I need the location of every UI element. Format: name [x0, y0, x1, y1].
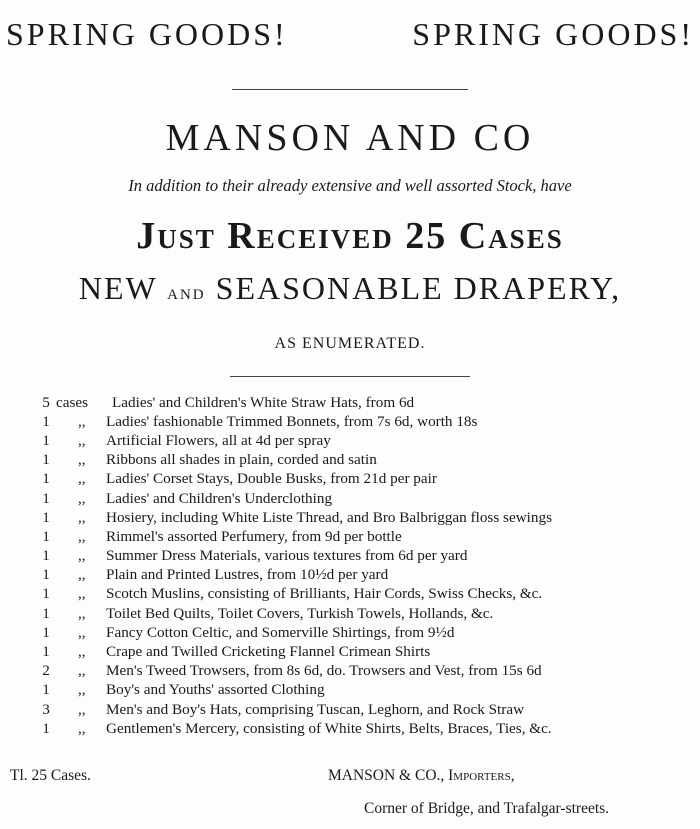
drapery-and: and — [167, 279, 206, 304]
list-item — [42, 662, 694, 681]
item-unit: ,, — [78, 547, 86, 565]
intro-text: In addition to their already extensive and well assorted Stock, have — [128, 176, 572, 195]
item-unit: ,, — [78, 489, 86, 507]
headline — [6, 16, 694, 53]
list-item — [42, 508, 694, 527]
list-item — [42, 393, 694, 412]
item-unit: ,, — [78, 585, 86, 603]
item-unit: ,, — [78, 643, 86, 661]
list-item — [42, 642, 694, 661]
item-quantity: 1 — [42, 547, 50, 565]
item-unit: ,, — [78, 681, 86, 699]
item-quantity: 2 — [42, 662, 50, 680]
item-quantity: 1 — [42, 719, 50, 737]
item-quantity: 3 — [42, 700, 50, 718]
item-quantity: 1 — [42, 470, 50, 488]
item-description: Scotch Muslins, consisting of Brilliants, Hair Cords, Swiss Checks, &c. — [106, 585, 543, 603]
list-item — [42, 623, 694, 642]
footer-importer — [328, 767, 515, 785]
enumerated-label: AS ENUMERATED. — [274, 335, 426, 352]
item-quantity: 1 — [42, 451, 50, 469]
rule-top — [232, 89, 468, 90]
item-description: Summer Dress Materials, various textures from 6d per yard — [106, 547, 468, 565]
item-unit: ,, — [78, 431, 86, 449]
item-description: Crape and Twilled Cricketing Flannel Crimean Shirts — [106, 643, 431, 661]
footer-address: Corner of Bridge, and Trafalgar-streets. — [364, 800, 610, 817]
item-quantity: 1 — [42, 643, 50, 661]
item-unit: ,, — [78, 662, 86, 680]
item-unit: ,, — [78, 412, 86, 430]
item-quantity: 1 — [42, 412, 50, 430]
headline-left: SPRING GOODS! — [6, 16, 288, 52]
item-description: Fancy Cotton Celtic, and Somerville Shirtings, from 9½d — [106, 623, 455, 641]
item-description: Toilet Bed Quilts, Toilet Covers, Turkish Towels, Hollands, &c. — [106, 604, 494, 622]
item-unit: ,, — [78, 508, 86, 526]
item-quantity: 1 — [42, 431, 50, 449]
item-quantity: 1 — [42, 681, 50, 699]
item-description: Men's Tweed Trowsers, from 8s 6d, do. Trowsers and Vest, from 15s 6d — [106, 662, 542, 680]
list-item — [42, 547, 694, 566]
importer-name: MANSON & CO., — [328, 767, 445, 784]
item-quantity: 1 — [42, 489, 50, 507]
list-item — [42, 431, 694, 450]
item-quantity: 1 — [42, 527, 50, 545]
headline-right: SPRING GOODS! — [412, 16, 694, 52]
item-unit: ,, — [78, 604, 86, 622]
item-quantity: 1 — [42, 508, 50, 526]
drapery-new: NEW — [78, 270, 158, 306]
item-quantity: 1 — [42, 604, 50, 622]
footer-total: Tl. 25 Cases. — [10, 767, 91, 784]
list-item — [42, 527, 694, 546]
item-quantity: 1 — [42, 585, 50, 603]
item-description: Ladies' and Children's White Straw Hats, from 6d — [112, 393, 415, 411]
list-item — [42, 700, 694, 719]
list-item — [42, 412, 694, 431]
drapery-seasonable: SEASONABLE DRAPERY, — [215, 270, 622, 306]
goods-list — [42, 393, 694, 738]
item-quantity: 5 — [42, 393, 50, 411]
item-description: Boy's and Youths' assorted Clothing — [106, 681, 325, 699]
item-description: Ladies' and Children's Underclothing — [106, 489, 333, 507]
list-item — [42, 451, 694, 470]
item-description: Ribbons all shades in plain, corded and satin — [106, 451, 377, 469]
item-description: Rimmel's assorted Perfumery, from 9d per bottle — [106, 527, 402, 545]
item-description: Ladies' fashionable Trimmed Bonnets, from 7s 6d, worth 18s — [106, 412, 478, 430]
item-unit: ,, — [78, 623, 86, 641]
item-description: Plain and Printed Lustres, from 10½d per yard — [106, 566, 389, 584]
list-item — [42, 719, 694, 738]
list-item — [42, 585, 694, 604]
item-quantity: 1 — [42, 566, 50, 584]
item-unit: ,, — [78, 527, 86, 545]
list-item — [42, 470, 694, 489]
item-description: Artificial Flowers, all at 4d per spray — [106, 431, 331, 449]
item-unit: ,, — [78, 719, 86, 737]
item-description: Men's and Boy's Hats, comprising Tuscan, Leghorn, and Rock Straw — [106, 700, 525, 718]
received-heading: Just Received 25 Cases — [136, 215, 564, 257]
item-description: Ladies' Corset Stays, Double Busks, from 21d per pair — [106, 470, 437, 488]
item-description: Gentlemen's Mercery, consisting of White Shirts, Belts, Braces, Ties, &c. — [106, 719, 552, 737]
drapery-heading — [0, 270, 700, 307]
list-item — [42, 489, 694, 508]
list-item — [42, 604, 694, 623]
item-unit: ,, — [78, 451, 86, 469]
rule-middle — [230, 376, 470, 377]
item-unit: ,, — [78, 566, 86, 584]
firm-name: MANSON AND CO — [165, 117, 535, 159]
item-unit: ,, — [78, 700, 86, 718]
importer-role: Importers, — [448, 767, 515, 784]
list-item — [42, 566, 694, 585]
item-description: Hosiery, including White Liste Thread, and Bro Balbriggan floss sewings — [106, 508, 552, 526]
item-quantity: 1 — [42, 623, 50, 641]
item-unit: cases — [56, 393, 89, 411]
list-item — [42, 681, 694, 700]
item-unit: ,, — [78, 470, 86, 488]
